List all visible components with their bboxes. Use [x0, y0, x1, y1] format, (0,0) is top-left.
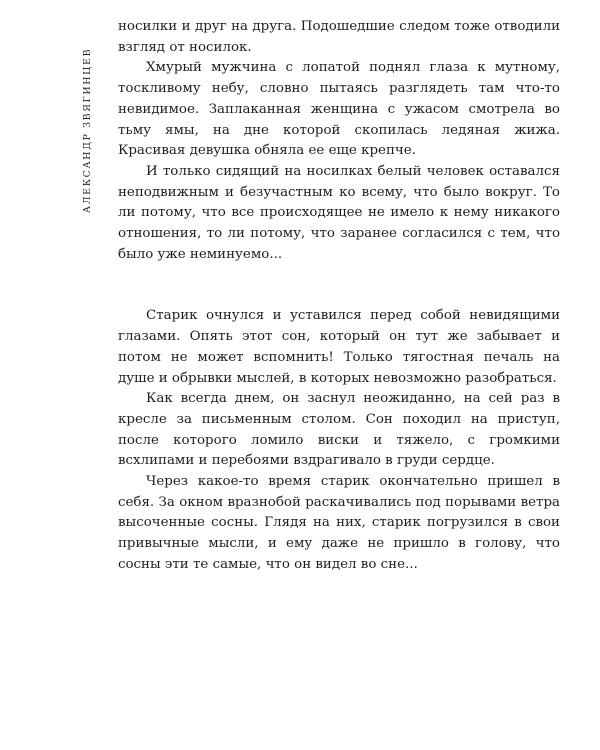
running-head-author: АЛЕКСАНДР ЗВЯГИНЦЕВ: [82, 47, 94, 214]
paragraph: И только сидящий на носилках белый человек оставался неподвижным и безучастным ко всему, что было вокруг. То ли потому, что все происходящее не имело к нему никакого отношения, то ли потому, что заранее согласился с тем, что было уже неминуемо...: [118, 163, 560, 262]
section-break: [118, 265, 560, 306]
paragraph: Через какое-то время старик окончательно пришел в себя. За окном вразнобой раскачивались под порывами ветра высоченные сосны. Глядя на них, старик погрузился в свои привычные мысли, и ему даже не пришло в голову, что сосны эти те самые, что он видел во сне...: [118, 474, 560, 572]
page-body: [118, 17, 560, 576]
paragraph: Хмурый мужчина с лопатой поднял глаза к мутному, тоскливому небу, словно пытаясь разглядеть там что-то невидимое. Заплаканная женщина с ужасом смотрела во тьму ямы, на дне которой скопилась ледяная жижа. Красивая девушка обняла ее еще крепче.: [118, 60, 560, 159]
paragraph: носилки и друг на друга. Подошедшие следом тоже отводили взгляд от носилок.: [118, 19, 560, 55]
paragraph: Старик очнулся и уставился перед собой невидящими глазами. Опять этот сон, который он тут же забывает и потом не может вспомнить! Только тягостная печаль на душе и обрывки мыслей, в которых невозможно разобраться.: [118, 308, 560, 386]
paragraph: Как всегда днем, он заснул неожиданно, на сей раз в кресле за письменным столом. Сон походил на приступ, после которого ломило виски и тяжело, с громкими всхлипами и перебоями вздрагивало в груди сердце.: [118, 391, 560, 469]
running-head: [78, 48, 98, 213]
